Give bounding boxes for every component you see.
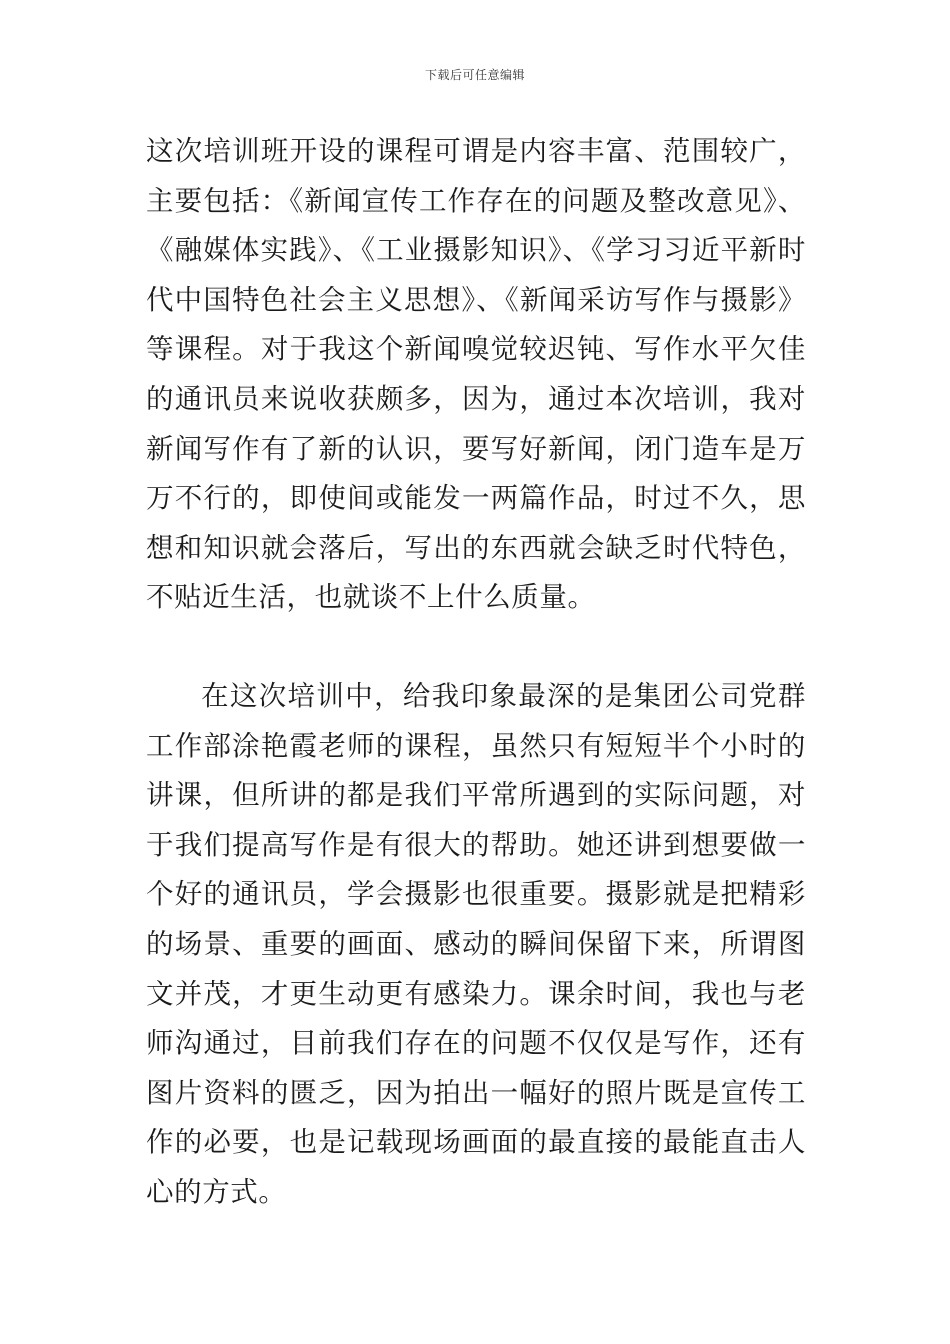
paragraph-course-content: 这次培训班开设的课程可谓是内容丰富、范围较广，主要包括：《新闻宣传工作存在的问题及整改意见》、《融媒体实践》、《工业摄影知识》、《学习习近平新时代中国特色社会主义思想》、《新闻采访写作与摄影》等课程。对于我这个新闻嗅觉较迟钝、写作水平欠佳的通讯员来说收获颇多，因为，通过本次培训，我对新闻写作有了新的认识，要写好新闻，闭门造车是万万不行的，即使间或能发一两篇作品，时过不久，思想和知识就会落后，写出的东西就会缺乏时代特色，不贴近生活，也就谈不上什么质量。 <box>146 135 806 614</box>
paragraph-impression: 在这次培训中，给我印象最深的是集团公司党群工作部涂艳霞老师的课程，虽然只有短短半个小时的讲课，但所讲的都是我们平常所遇到的实际问题，对于我们提高写作是有很大的帮助。她还讲到想要做一个好的通讯员，学会摄影也很重要。摄影就是把精彩的场景、重要的画面、感动的瞬间保留下来，所谓图文并茂，才更生动更有感染力。课余时间，我也与老师沟通过，目前我们存在的问题不仅仅是写作，还有图片资料的匮乏，因为拍出一幅好的照片既是宣传工作的必要，也是记载现场画面的最直接的最能直击人心的方式。 <box>146 680 806 1208</box>
header-note: 下载后可任意编辑 <box>424 68 525 82</box>
